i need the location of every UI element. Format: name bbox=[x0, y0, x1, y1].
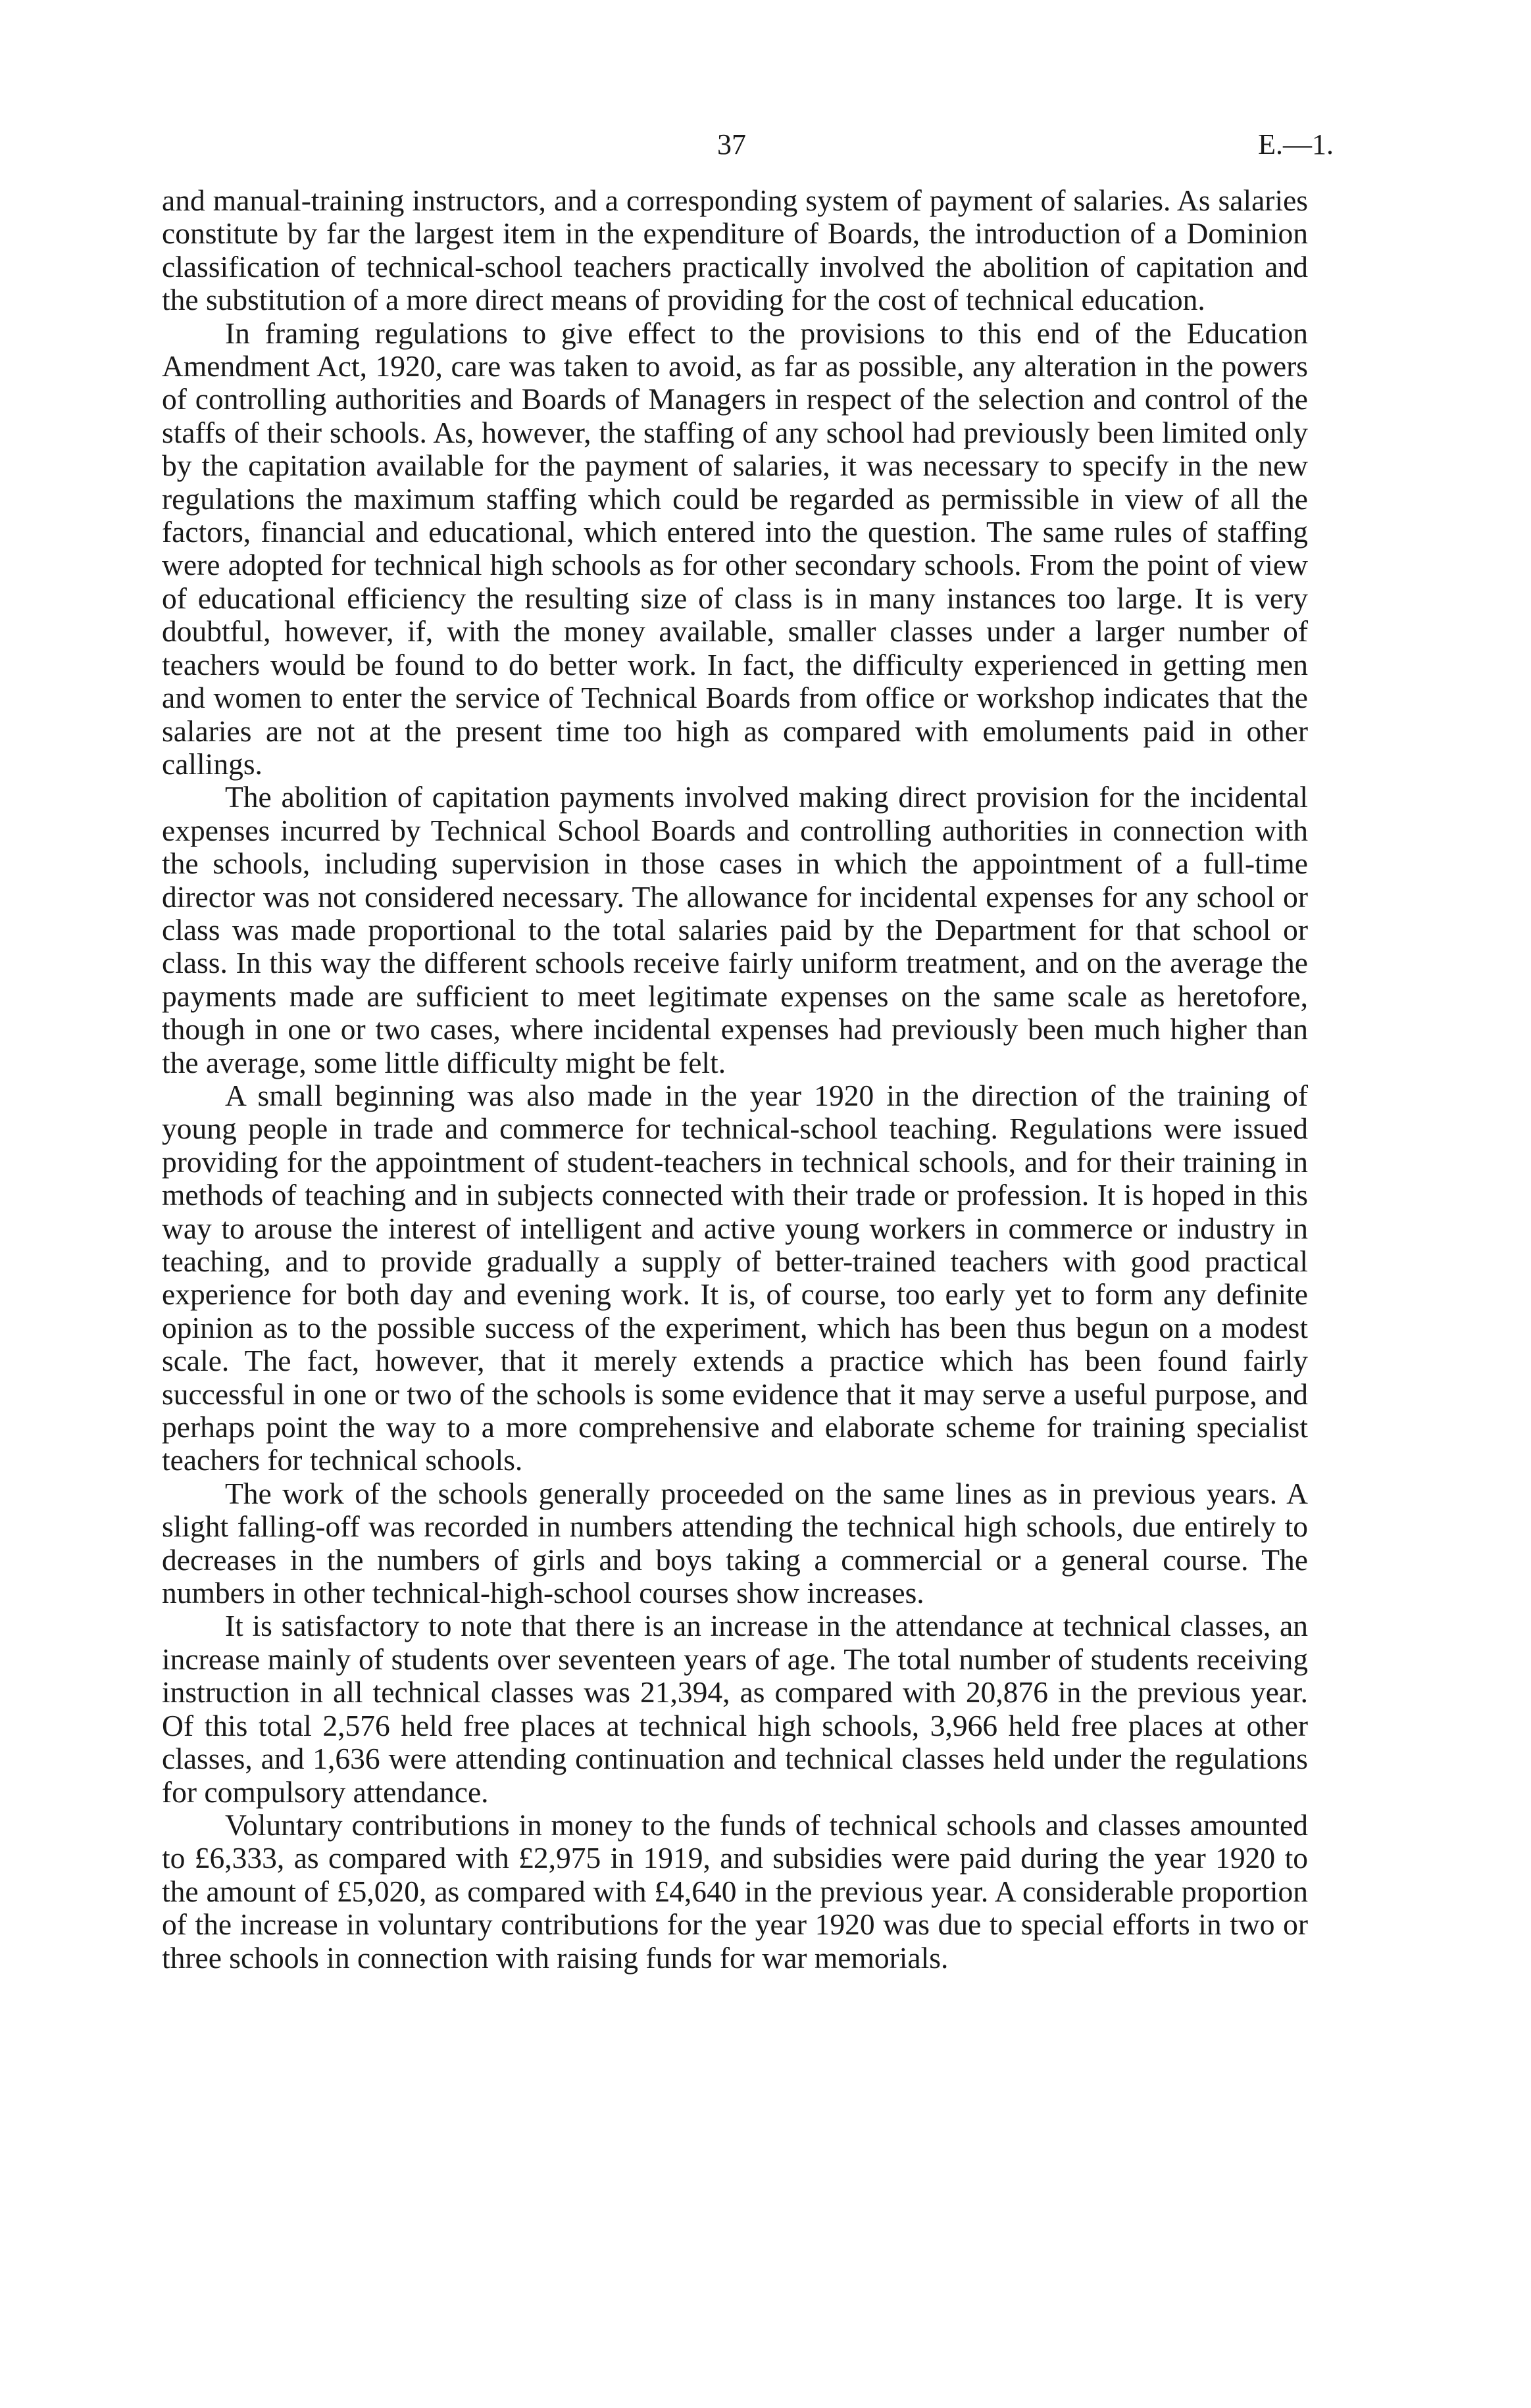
paragraph-contributions: Voluntary contributions in money to the funds of technical schools and classes amounted to £6,333, as compared with £2,975 in 1919, and subsidies were paid during the year 1920 to the amount of £5,020, as compared with £4,640 in the previous year. A considerable proportion of the increase in voluntary contributions for the year 1920 was due to special efforts in two or three schools in connection with raising funds for war memorials. bbox=[162, 1807, 1308, 1975]
paragraph-student-teachers: A small beginning was also made in the year 1920 in the direction of the training of young people in trade and commerce for technical-school teaching. Regulations were issued providing for the appointment of student-teachers in technical schools, and for their training in methods of teaching and in subjects connected with their trade or profession. It is hoped in this way to arouse the interest of intelligent and active young workers in commerce or industry in teaching, and to provide gradually a supply of better-trained teachers with good practical experience for both day and evening work. It is, of course, too early yet to form any definite opinion as to the possible success of the experiment, which has been thus begun on a modest scale. The fact, however, that it merely extends a practice which has been found fairly successful in one or two of the schools is some evidence that it may serve a useful purpose, and perhaps point the way to a more comprehensive and elaborate scheme for training specialist teachers for technical schools. bbox=[162, 1078, 1308, 1477]
body-text bbox=[162, 184, 1308, 1975]
page-header bbox=[0, 126, 1531, 163]
paragraph-capitation: The abolition of capitation payments involved making direct provision for the incidental expenses incurred by Technical School Boards and controlling authorities in connection with the schools, including supervision in those cases in which the appointment of a full-time director was not considered necessary. The allowance for incidental expenses for any school or class was made proportional to the total salaries paid by the Department for that school or class. In this way the different schools receive fairly uniform treatment, and on the average the payments made are sufficient to meet legitimate expenses on the same scale as heretofore, though in one or two cases, where incidental expenses had previously been much higher than the average, some little difficulty might be felt. bbox=[162, 780, 1308, 1079]
page-number: 37 bbox=[717, 128, 746, 160]
paragraph-regulations: In framing regulations to give effect to the provisions to this end of the Education Amendment Act, 1920, care was taken to avoid, as far as possible, any alteration in the powers of controlling authorities and Boards of Managers in respect of the selection and control of the staffs of their schools. As, however, the staffing of any school had previously been limited only by the capitation available for the payment of salaries, it was necessary to specify in the new regulations the maximum staffing which could be regarded as permissible in view of all the factors, financial and educational, which entered into the question. The same rules of staffing were adopted for technical high schools as for other secondary schools. From the point of view of educational efficiency the resulting size of class is in many instances too large. It is very doubtful, however, if, with the money available, smaller classes under a larger number of teachers would be found to do better work. In fact, the difficulty experienced in getting men and women to enter the service of Technical Boards from office or workshop indicates that the salaries are not at the present time too high as compared with emoluments paid in other callings. bbox=[162, 316, 1308, 781]
document-reference: E.—1. bbox=[1258, 128, 1334, 160]
paragraph-attendance: It is satisfactory to note that there is an increase in the attendance at technical classes, an increase mainly of students over seventeen years of age. The total number of students receiving instruction in all technical classes was 21,394, as compared with 20,876 in the previous year. Of this total 2,576 held free places at technical high schools, 3,966 held free places at other classes, and 1,636 were attending continuation and technical classes held under the regulations for compulsory attendance. bbox=[162, 1609, 1308, 1809]
paragraph-school-work: The work of the schools generally proceeded on the same lines as in previous years. A slight falling-off was recorded in numbers attending the technical high schools, due entirely to decreases in the numbers of girls and boys taking a commercial or a general course. The numbers in other technical-high-school courses show increases. bbox=[162, 1476, 1308, 1610]
paragraph-continuation: and manual-training instructors, and a corresponding system of payment of salaries. As salaries constitute by far the largest item in the expenditure of Boards, the introduction of a Dominion classification of technical-school teachers practically involved the abolition of capitation and the substitution of a more direct means of providing for the cost of technical education. bbox=[162, 184, 1308, 317]
